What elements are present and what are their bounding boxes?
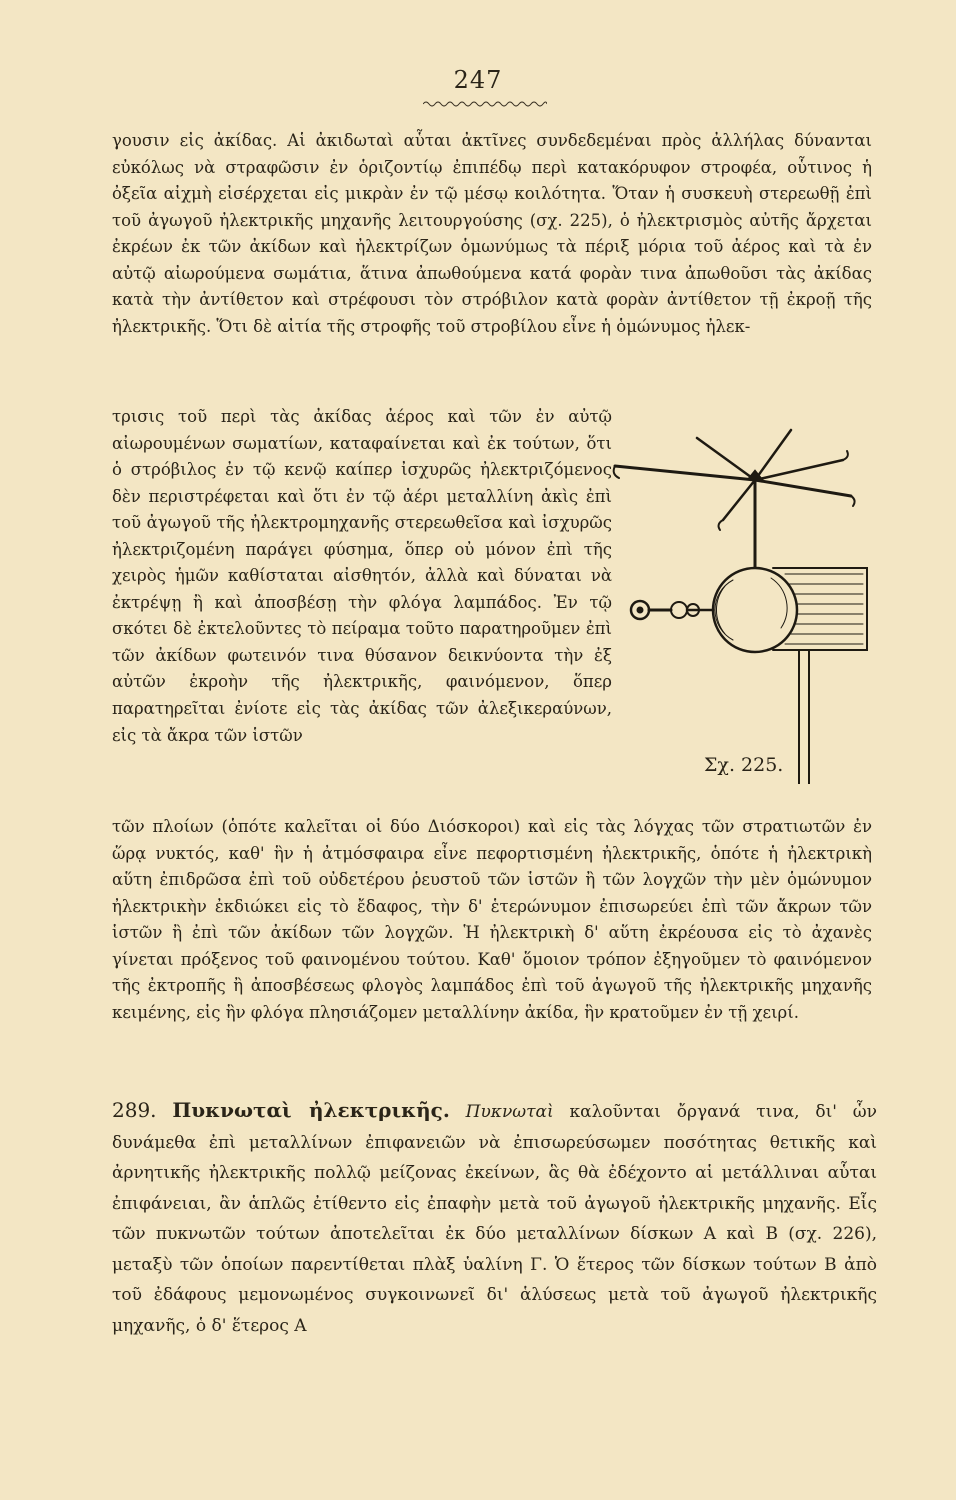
body-paragraph-beside-figure: τρισις τοῦ περὶ τὰς ἀκίδας ἀέρος καὶ τῶν ἐν αὐτῷ αἰωρουμένων σωματίων, καταφαίνεται καὶ ἐκ τούτων, ὅτι ὁ στρόβιλος ἐν τῷ κενῷ καίπερ ἰσχυρῶς ἠλεκτριζόμενος δὲν περιστρέφεται καὶ ὅτι ἐν τῷ ἀέρι μεταλλίνη ἀκὶς ἐπὶ τοῦ ἀγωγοῦ τῆς ἠλεκτρομηχανῆς στερεωθεῖσα καὶ ἰσχυρῶς ἠλεκτριζομένη παράγει φύσημα, ὅπερ οὐ μόνον ἐπὶ τῆς χειρὸς ἡμῶν καθίσταται αἰσθητόν, ἀλλὰ καὶ δύναται νὰ ἐκτρέψῃ ἢ καὶ ἀποσβέσῃ τὴν φλόγα λαμπάδος. Ἐν τῷ σκότει δὲ ἐκτελοῦντες τὸ πείραμα τοῦτο παρατηροῦμεν ἐπὶ τῶν ἀκίδων φωτεινόν τινα θύσανον δεικνύοντα τὴν ἐξ αὐτῶν ἐκροὴν τῆς ἠλεκτρικῆς, φαινόμενον, ὅπερ παρατηρεῖται ἐνίοτε εἰς τὰς ἀκίδας τῶν ἀλεξικεραύνων, εἰς τὰ ἄκρα τῶν ἱστῶν: [112, 407, 612, 745]
section-289-paragraph: [112, 1095, 877, 1341]
section-body: καλοῦνται ὄργανά τινα, δι' ὧν δυνάμεθα ἐπὶ μεταλλίνων ἐπιφανειῶν νὰ ἐπισωρεύσωμεν ποσότητας θετικῆς καὶ ἀρνητικῆς ἠλεκτρικῆς πολλῷ μείζονας ἐκείνων, ἃς θὰ ἐδέχοντο αἱ μετάλλιναι αὗται ἐπιφάνειαι, ἂν ἁπλῶς ἐτίθεντο εἰς ἐπαφὴν μετὰ τοῦ ἀγωγοῦ ἠλεκτρικῆς μηχανῆς. Εἷς τῶν πυκνωτῶν τούτων ἀποτελεῖται ἐκ δύο μεταλλίνων δίσκων Α καὶ Β (σχ. 226), μεταξὺ τῶν ὁποίων παρεντίθεται πλὰξ ὑαλίνη Γ. Ὁ ἕτερος τῶν δίσκων τούτων Β ἀπὸ τοῦ ἐδάφους μεμονωμένος συγκοινωνεῖ δι' ἁλύσεως μετὰ τοῦ ἀγωγοῦ ἠλεκτρικῆς μηχανῆς, ὁ δ' ἕτερος Α: [112, 1102, 877, 1336]
ornament-divider: [423, 99, 547, 109]
body-paragraph: γουσιν εἰς ἀκίδας. Αἱ ἀκιδωταὶ αὗται ἀκτῖνες συνδεδεμέναι πρὸς ἀλλήλας δύνανται εὐκόλως νὰ στραφῶσιν ἐν ὁριζοντίῳ ἐπιπέδῳ περὶ κατακόρυφον στροφέα, οὗτινος ἡ ὀξεῖα αἰχμὴ εἰσέρχεται εἰς μικρὰν ἐν τῷ μέσῳ κοιλότητα. Ὅταν ἡ συσκευὴ στερεωθῇ ἐπὶ τοῦ ἀγωγοῦ ἠλεκτρικῆς μηχανῆς λειτουργούσης (σχ. 225), ὁ ἠλεκτρισμὸς αὐτῆς ἄρχεται ἐκρέων ἐκ τῶν ἀκίδων καὶ ἠλεκτρίζων ὁμωνύμως τὰ πέριξ μόρια τοῦ ἀέρος καὶ τὰ ἐν αὐτῷ αἰωρούμενα σωμάτια, ἅτινα ἀπωθούμενα κατά φορὰν τινα ἀπωθοῦσι τὰς ἀκίδας κατὰ τὴν ἀντίθετον καὶ στρέφουσι τὸν στρόβιλον κατὰ φορὰν ἀντίθετον τῇ ἐκροῇ τῆς ἠλεκτρικῆς. Ὅτι δὲ αἰτία τῆς στροφῆς τοῦ στροβίλου εἶνε ἡ ὁμώνυμος ἠλεκ-: [112, 131, 872, 336]
electric-whirl-figure: [605, 428, 873, 784]
body-paragraph: τῶν πλοίων (ὁπότε καλεῖται οἱ δύο Διόσκοροι) καὶ εἰς τὰς λόγχας τῶν στρατιωτῶν ἐν ὥρᾳ νυκτός, καθ' ἣν ἡ ἀτμόσφαιρα εἶνε πεφορτισμένη ἠλεκτρικῆς, ὁπότε ἡ ἠλεκτρικὴ αὕτη ἐπιδρῶσα ἐπὶ τοῦ οὐδετέρου ῥευστοῦ τῶν ἱστῶν ἢ τῶν λογχῶν τὴν μὲν ὁμώνυμον ἠλεκτρικὴν ἐκδιώκει εἰς τὸ ἔδαφος, τὴν δ' ἑτερώνυμον ἐπισωρεύει ἐπὶ τῶν ἄκρων τῶν ἱστῶν ἢ ἐπὶ τῶν ἀκίδων τῶν λογχῶν. Ἡ ἠλεκτρικὴ δ' αὕτη ἐκρέουσα εἰς τὸ ἀχανὲς γίνεται πρόξενος τοῦ φαινομένου τούτου. Καθ' ὅμοιον τρόπον ἐξηγοῦμεν τὸ φαινόμενον τῆς ἐκτροπῆς ἢ ἀποσβέσεως φλογὸς λαμπάδος ἐπὶ τοῦ ἀγωγοῦ τῆς ἠλεκτρικῆς μηχανῆς κειμένης, εἰς ἣν φλόγα πλησιάζομεν μεταλλίνην ἀκίδα, ἣν κρατοῦμεν ἐν τῇ χειρί.: [112, 817, 872, 1022]
figure-caption: Σχ. 225.: [704, 754, 784, 776]
section-term: Πυκνωταὶ: [465, 1102, 554, 1122]
section-title: Πυκνωταὶ ἠλεκτρικῆς.: [172, 1098, 450, 1122]
section-number: 289.: [112, 1098, 157, 1122]
page-number: 247: [453, 66, 503, 94]
